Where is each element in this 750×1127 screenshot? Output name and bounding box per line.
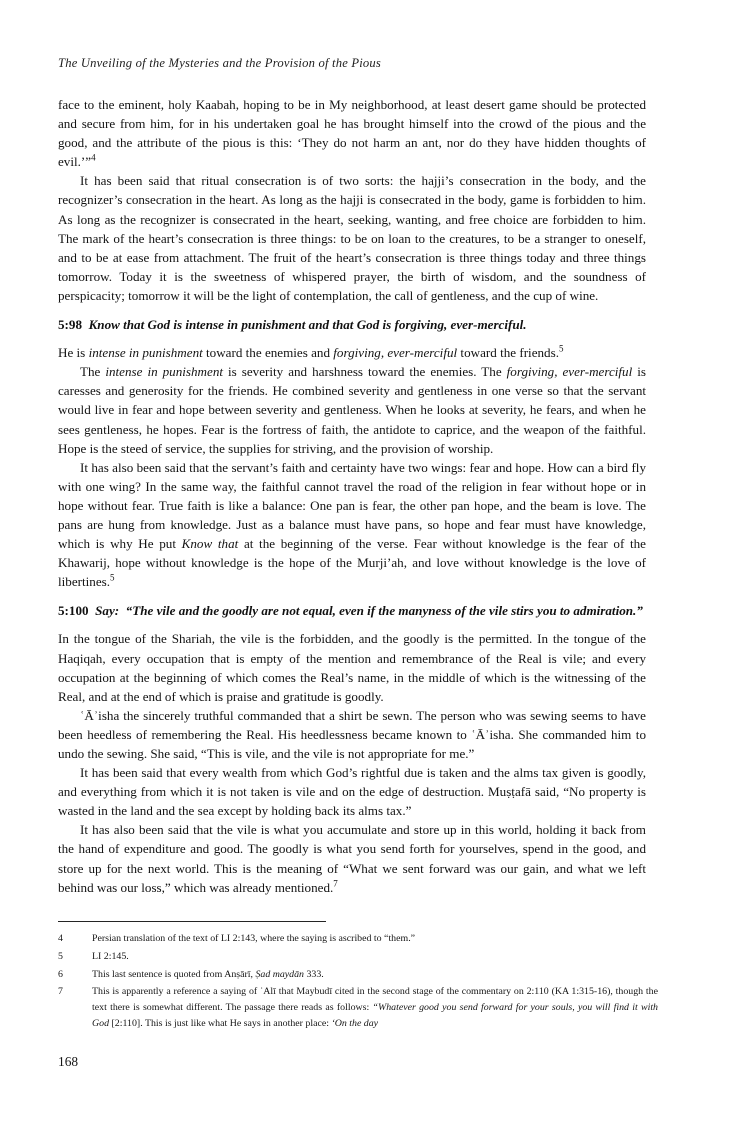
paragraph-4-italic-2: forgiving, ever-merciful — [506, 364, 633, 380]
footnote-marker-5a: 5 — [558, 343, 564, 354]
running-head: The Unveiling of the Mysteries and the Provision of the Pious — [58, 56, 382, 70]
paragraph-5-seg-1: It has also been said that the servant’s faith and certainty have two wings: fear and hope. How can a bird fly with one wing? In the same way, the faithful cannot travel the road of the religion in fear without hope or in hope without fear. True faith is like a balance: One pan is fear, the other pan hope, and the beam is love. The pans are hung from knowledge. Just as a balance must have pans, so hope and fear must have knowledge, which is why He put — [58, 459, 646, 552]
paragraph-3-lead: He is — [58, 345, 89, 361]
paragraph-3-tail: toward the friends. — [457, 345, 559, 361]
paragraph-8 — [58, 763, 646, 820]
paragraph-4 — [58, 362, 646, 457]
verse-heading-5-100 — [58, 591, 646, 629]
paragraph-4-seg-3: is caresses and generosity for the friends. He combined severity and gentleness in one verse so that the servant would live in fear and hope between severity and gentleness. When he looks at severity, he fears, and when he sees gentleness, he hopes. Fear is the fortress of faith, the antidote to caprice, and the weapon of the faithful. Hope is the steed of service, the supplies for striving, and the provision of worship. — [58, 364, 646, 456]
footnote-item — [58, 931, 658, 947]
paragraph-2 — [58, 171, 646, 305]
footnote-marker-5b: 5 — [110, 572, 115, 583]
paragraph-3-mid: toward the enemies and — [202, 345, 334, 361]
footnote-quote-italic-2: ‘On the day — [331, 1017, 379, 1029]
footnote-text — [92, 984, 658, 1031]
verse-reference: 5:100 — [58, 603, 89, 619]
paragraph-1 — [58, 95, 646, 171]
footnote-title-italic: Ṣad maydān — [255, 968, 304, 980]
paragraph-3-italic-1: intense in punishment — [88, 345, 203, 361]
verse-heading-5-98 — [58, 305, 646, 343]
paragraph-7 — [58, 706, 646, 763]
paragraph-3-italic-2: forgiving, ever-merciful — [333, 345, 458, 361]
paragraph-7-text: ʿĀʾisha the sincerely truthful commanded that a shirt be sewn. The person who was sewing seems to have been heedless of remembering the Real. His heedlessness became known to ʿĀʾisha. She commanded him to undo the sewing. She said, “This is vile, and the vile is not appropriate for me.” — [58, 707, 646, 761]
paragraph-5-seg-2: at the beginning of the verse. Fear without knowledge is the fear of the Khawarij, hope without knowledge is the hope of the Murji’ah, and love without knowledge is the love of libertines. — [58, 536, 646, 590]
page-number: 168 — [58, 1054, 79, 1069]
verse-text: “The vile and the goodly are not equal, even if the manyness of the vile stirs you to admiration.” — [125, 603, 643, 619]
paragraph-5 — [58, 458, 646, 592]
footnote-number: 7 — [58, 986, 63, 998]
verse-text: Know that God is intense in punishment and that God is forgiving, ever-merciful. — [88, 317, 527, 333]
main-text-block — [58, 95, 646, 897]
paragraph-4-italic-1: intense in punishment — [105, 364, 224, 380]
footnote-separator-rule — [58, 921, 326, 922]
footnote-item — [58, 949, 658, 965]
paragraph-3 — [58, 343, 646, 362]
footnote-number: 4 — [58, 933, 63, 944]
paragraph-9 — [58, 820, 646, 896]
footnote-number: 5 — [58, 950, 63, 962]
verse-reference: 5:98 — [58, 317, 83, 333]
paragraph-4-seg-1: The — [80, 364, 106, 380]
footnote-text: LI 2:145. — [92, 950, 129, 962]
paragraph-8-text: It has been said that every wealth from which God’s rightful due is taken and the alms tax given is goodly, and everything from which it is not taken is vile and on the edge of destruction. Muṣṭafā said, “No property is wasted in the land and the sea except by holding back its alms tax.” — [58, 765, 646, 819]
verse-say: Say: — [95, 603, 120, 619]
paragraph-2-text: It has been said that ritual consecration is of two sorts: the hajji’s consecration in the body, and the recognizer’s consecration in the heart. As long as the hajji is consecrated in the body, game is forbidden to him. As long as the recognizer is consecrated in the heart, seeking, wanting, and free choice are forbidden to him. The mark of the heart’s consecration is three things: to be on loan to the creatures, to be a stranger to oneself, and to be at ease from attachment. The fruit of the heart’s consecration is three things today and three things tomorrow. Today it is the sweetness of whispered prayer, the birth of wisdom, and the soundness of perspicacity; tomorrow it will be the light of contemplation, the call of gentleness, and the cup of wine. — [58, 173, 646, 303]
footnote-text-pre: This last sentence is quoted from Anṣārī, — [92, 968, 256, 980]
paragraph-4-seg-2: is severity and harshness toward the enemies. The — [223, 364, 507, 380]
footnote-item — [58, 967, 658, 983]
paragraph-6 — [58, 629, 646, 705]
footnote-quote-italic-1: “Whatever good you send forward for your souls, you will find it with God — [92, 1001, 658, 1029]
paragraph-1-text: face to the eminent, holy Kaabah, hoping to be in My neighborhood, at least desert game should be protected and secure from him, for in his undertaken goal he has brought himself into the crowd of the pious and the good, and the attribute of the pious is this: ‘They do not harm an ant, nor do they have hidden thoughts of evil.’” — [58, 97, 646, 170]
footnote-text — [92, 967, 658, 983]
paragraph-9-text: It has also been said that the vile is what you accumulate and store up in this world, holding it back from the hand of expenditure and good. The goodly is what you send forth for yourselves, spend in the good, and store up for the next world. This is the meaning of “What we sent forward was our gain, and what we left behind was our loss,” which was already mentioned. — [58, 822, 646, 895]
footnote-seg-2: [2:110]. This is just like what He says in another place: — [109, 1017, 332, 1029]
footnotes-section — [58, 921, 658, 1033]
paragraph-5-italic-1: Know that — [181, 536, 239, 552]
footnote-seg-1: This is apparently a reference a saying of ʿAlī that Maybudī cited in the second stage of the commentary on 2:110 (KA 1:315-16), though the text there is somewhat different. The passage there reads as follows: — [92, 986, 658, 1013]
footnote-text-post: 333. — [304, 968, 324, 980]
paragraph-6-text: In the tongue of the Shariah, the vile is the forbidden, and the goodly is the permitted. In the tongue of the Haqiqah, every occupation that is empty of the mention and remembrance of the Real is vile; and every occupation at the beginning of which comes the Real’s name, in the middle of which is the witnessing of the Real, and at the end of which is praise and gratitude is goodly. — [58, 631, 646, 704]
footnote-number: 6 — [58, 968, 63, 980]
footnote-marker-7: 7 — [333, 878, 338, 889]
footnote-marker-4: 4 — [91, 152, 96, 163]
footnote-item — [58, 984, 658, 1031]
footnote-text: Persian translation of the text of LI 2:143, where the saying is ascribed to “them.” — [92, 933, 416, 944]
